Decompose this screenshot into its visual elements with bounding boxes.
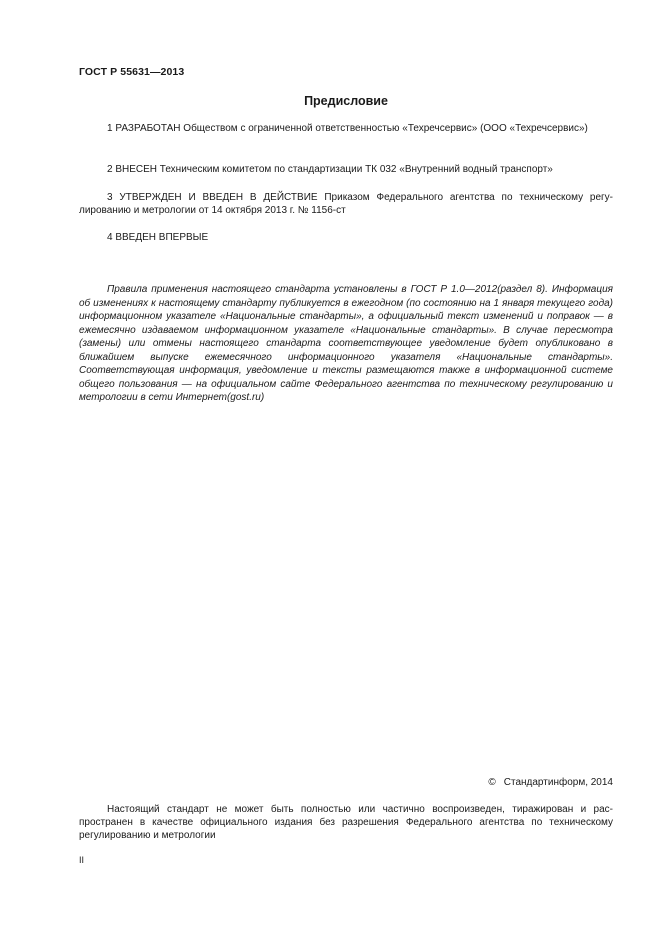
standards-notice: Правила применения настоящего стандарта установлены в ГОСТ Р 1.0—2012(раздел 8). Информация об изменениях к настоящему стандарту публикуется в ежегодном (по состоянию на 1 января текущего года) информационном указателе «Национальные стандарты», а официальный текст изменений и поправок — в ежемесячно издаваемом информационном указателе «Национальные стандарты». В случае пересмотра (замены) или отмены настоящего стандарта соответствующее уведомление будет опубликовано в ближайшем выпуске ежемесячного информационного указателя «Национальные стандарты». Соответствующая информация, уведомление и тексты размещаются также в информационной системе общего пользования — на официальном сайте Федерального агентства по техническому регулированию и метрологии в сети Интернет(gost.ru) bbox=[79, 284, 613, 403]
preface-item-2: 2 ВНЕСЕН Техническим комитетом по стандартизации ТК 032 «Внутренний водный транспорт» bbox=[107, 164, 553, 175]
preface-item-1: 1 РАЗРАБОТАН Обществом с ограниченной ответственностью «Техречсервис» (ООО «Техречсервис») bbox=[107, 123, 588, 134]
copyright-text: Стандартинформ, 2014 bbox=[503, 777, 613, 788]
copyright-symbol: © bbox=[488, 777, 496, 788]
preface-heading: Предисловие bbox=[304, 94, 388, 108]
document-id: ГОСТ Р 55631—2013 bbox=[79, 66, 185, 78]
copyright-line bbox=[488, 777, 613, 788]
reproduction-rights: Настоящий стандарт не может быть полностью или частично воспроизведен, тиражирован и распространен в качестве официального издания без разрешения Федерального агентства по техническому регулированию и метрологии bbox=[79, 804, 613, 841]
preface-item-3: 3 УТВЕРЖДЕН И ВВЕДЕН В ДЕЙСТВИЕ Приказом Федерального агентства по техническому регулированию и метрологии от 14 октября 2013 г. № 1156-ст bbox=[79, 192, 613, 216]
page-number: II bbox=[79, 855, 85, 865]
preface-item-4: 4 ВВЕДЕН ВПЕРВЫЕ bbox=[107, 232, 209, 243]
